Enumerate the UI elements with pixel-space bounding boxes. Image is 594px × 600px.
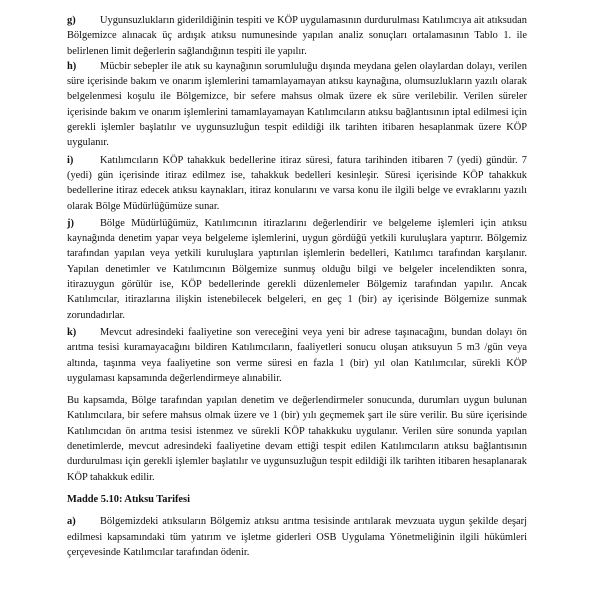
item-label: k) xyxy=(67,326,77,338)
section-item-a xyxy=(67,514,527,560)
closing-paragraph: Bu kapsamda, Bölge tarafından yapılan denetim ve değerlendirmeler sonucunda, durumları uygun bulunan Katılımcılara, bir sefere mahsus olmak üzere ve 1 (bir) yılı geçmemek şart ile süre verilir. Bu süre içerisinde Katılımcıdan ön arıtma tesisi istenmez ve sürekli KÖP tahakkuku uygulanır. Verilen süre sonunda yapılan denetimlerde, mevcut adresindeki faaliyetine devam ettiği tespit edilen Katılımcıların atıksu bağlantısının durdurulması için gerekli işlemler başlatılır ve uygunsuzluğun tespit edildiği ilk tarihten itibaren hesaplanarak KÖP tahakkuk edilir. xyxy=(67,395,527,483)
list-item-g xyxy=(67,13,527,59)
list-item-h xyxy=(67,59,527,151)
item-text: Mücbir sebepler ile atık su kaynağının sorumluluğu dışında meydana gelen olaylardan dolayı, verilen süre içerisinde bakım ve onarım işlemlerini tamamlayamayan atıksu kaynağına, olumsuzlukların yazılı olarak belgelenmesi koşulu ile Bölgemizce, bir sefere mahsus olmak üzere ek süre verilebilir. Verilen süreler içerisinde bakım ve onarım işlemlerini tamamlayamayan Katılımcıların atıksu bağlantısının iptal edilmesi için gerekli işlemler başlatılır ve uygunsuzluğun tespit edildiği ilk tarihten itibaren hesaplanmak üzere KÖP uygulanır. xyxy=(67,60,527,149)
list-item-j xyxy=(67,216,527,323)
item-text: Bölgemizdeki atıksuların Bölgemiz atıksu arıtma tesisinde arıtılarak mevzuata uygun şekilde deşarj edilmesi kapsamındaki tüm yatırım ve işletme giderleri OSB Uygulama Yönetmeliğinin ilgili hükümleri çerçevesinde Katılımcılar tarafından ödenir. xyxy=(67,516,527,558)
item-label: j) xyxy=(67,217,74,229)
item-label: a) xyxy=(67,516,76,528)
item-label: h) xyxy=(67,60,77,72)
item-label: g) xyxy=(67,15,76,26)
section-heading: Madde 5.10: Atıksu Tarifesi xyxy=(67,493,190,505)
item-text: Katılımcıların KÖP tahakkuk bedellerine itiraz süresi, fatura tarihinden itibaren 7 (yedi) gündür. 7 (yedi) gün içerisinde itiraz edilmez ise, tahakkuk bedelleri kesinleşir. Süresi içerisinde KÖP tahakkuk bedellerine itiraz edecek atıksu kaynakları, itiraz konularını ve varsa konu ile ilgili belge ve evraklarını yazılı olarak Bölge Müdürlüğümüze sunar. xyxy=(67,154,527,212)
list-item-k xyxy=(67,325,527,386)
list-item-i xyxy=(67,153,527,214)
item-text: Mevcut adresindeki faaliyetine son vereceğini veya yeni bir adrese taşınacağını, bundan dolayı ön arıtma tesisi kuramayacağını bildiren Katılımcıların, faaliyetleri sonucu oluşan atıksuyun 5 m3 /gün veya altında, taşınma veya faaliyetine son verme süresi en fazla 1 (bir) yıl olan Katılımcılar, sürekli KÖP uygulaması kapsamında değerlendirmeye alınabilir. xyxy=(67,326,527,384)
document-page xyxy=(67,0,527,560)
item-text: Uygunsuzlukların giderildiğinin tespiti ve KÖP uygulamasının durdurulması Katılımcıya ait atıksudan Bölgemizce alınacak üç ardışık atıksu numunesinde yapılan analiz sonuçları ortalamasının Tablo 1. ile belirlenen limit değerlerin sağlandığının tespiti ile yapılır. xyxy=(67,15,527,57)
item-label: i) xyxy=(67,154,74,166)
item-text: Bölge Müdürlüğümüz, Katılımcının itirazlarını değerlendirir ve belgeleme işlemleri için atıksu kaynağında denetim yapar veya belgeleme işlemlerini, uygun gördüğü yetkili kuruluşlara yaptırır. Bölgemiz tarafından yapılan veya yetkili kuruluşlara yaptırılan işlemlerin bedelleri, Katılımcı tarafından karşılanır. Yapılan denetimler ve Katılımcının Bölgemize sunmuş olduğu bilgi ve belgeler incelendikten sonra, itirazuygun görülür ise, KÖP bedellerinde gerekli düzenlemeler Bölgemiz tarafından yapılır. Ancak Katılımcılar, itirazlarına ilişkin istenebilecek belgeleri, en geç 1 (bir) ay içerisinde Bölgemize sunmak zorundadırlar. xyxy=(67,217,527,321)
